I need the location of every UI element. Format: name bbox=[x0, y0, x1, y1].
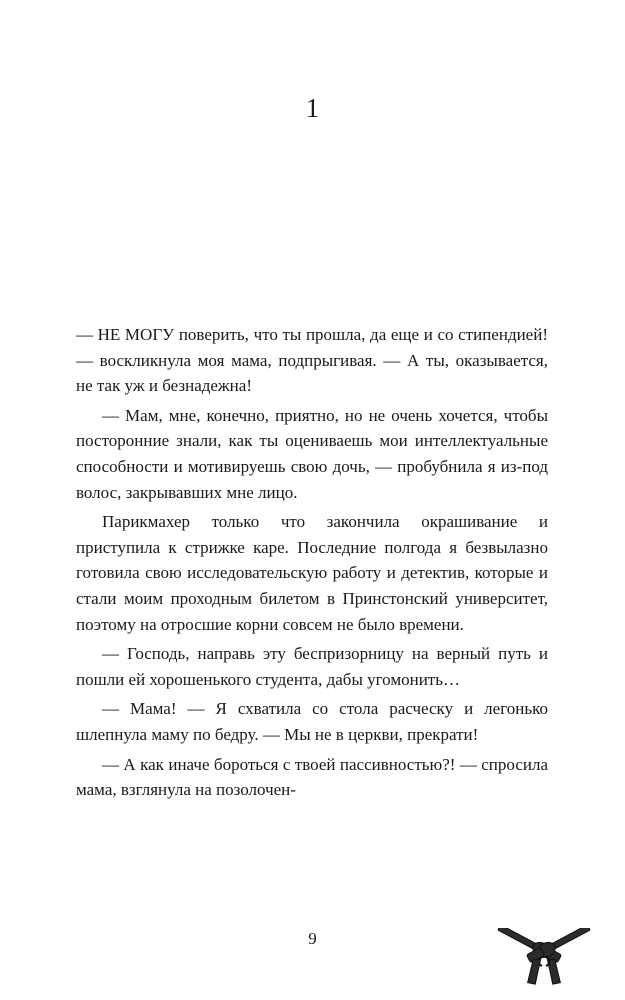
paragraph: — Господь, направь эту беспризорницу на верный путь и пошли ей хорошенького студента, дабы угомонить… bbox=[76, 644, 548, 689]
body-text bbox=[76, 322, 548, 803]
page-number: 9 bbox=[308, 929, 317, 948]
paragraph: — Мам, мне, конечно, приятно, но не очень хочется, чтобы посторонние знали, как ты оцениваешь мои интеллектуальные способности и мотивируешь свою дочь, — пробубнила я из-под волос, закрывавших мне лицо. bbox=[76, 405, 548, 502]
chapter-number: 1 bbox=[305, 93, 320, 123]
paragraph: — А как иначе бороться с твоей пассивностью?! — спросила мама, взглянула на позолочен- bbox=[76, 754, 548, 800]
crossed-revolvers-icon bbox=[480, 928, 608, 988]
paragraph: — Мама! — Я схватила со стола расческу и легонько шлепнула маму по бедру. — Мы не в церкви, прекрати! bbox=[76, 699, 548, 744]
paragraph: — НЕ МОГУ поверить, что ты прошла, да еще и со стипендией! — воскликнула моя мама, подпрыгивая. — А ты, оказывается, не так уж и безнадежна! bbox=[76, 325, 548, 396]
paragraph: Парикмахер только что закончила окрашивание и приступила к стрижке каре. Последние полгода я безвылазно готовила свою исследовательскую работу и детектив, которые и стали моим проходным билетом в Принстонский университет, поэтому на отросшие корни совсем не было времени. bbox=[76, 512, 548, 634]
